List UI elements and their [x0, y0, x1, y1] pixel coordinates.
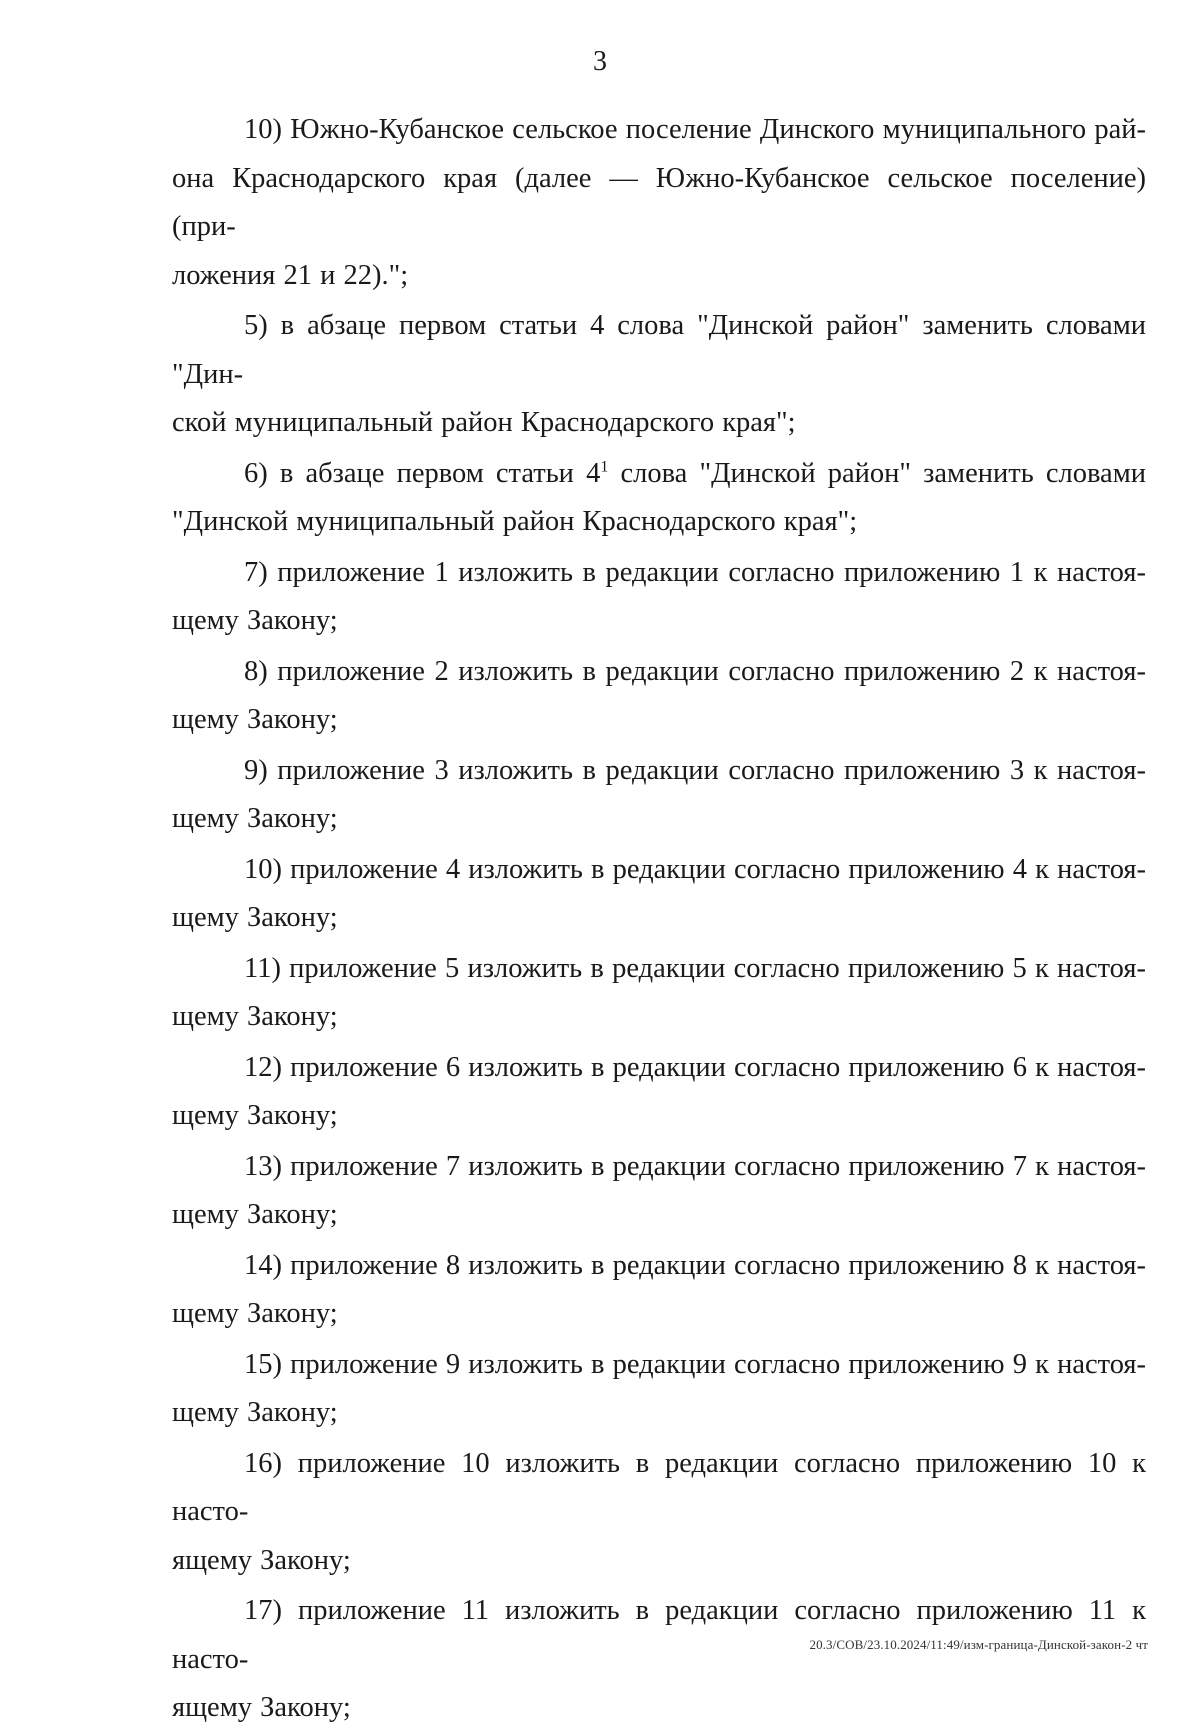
paragraph-10-south-kuban — [172, 106, 1146, 300]
text-line: щему Закону; — [172, 1199, 338, 1230]
text-line: щему Закону; — [172, 605, 338, 636]
paragraph-item-9 — [172, 747, 1146, 844]
paragraph-item-8 — [172, 648, 1146, 745]
paragraph-item-7 — [172, 549, 1146, 646]
text-line: она Краснодарского края (далее — Южно-Кубанское сельское поселение) (при- — [172, 162, 1146, 242]
document-body — [172, 106, 1146, 1735]
text-segment: слова "Динской район" заменить словами — [608, 457, 1146, 489]
text-line: 13) приложение 7 изложить в редакции согласно приложению 7 к настоя- — [244, 1150, 1147, 1182]
text-line: 14) приложение 8 изложить в редакции согласно приложению 8 к настоя- — [244, 1249, 1147, 1281]
superscript: 1 — [600, 458, 609, 475]
paragraph-item-6 — [172, 450, 1146, 547]
document-footer-code: 20.3/СОВ/23.10.2024/11:49/изм-граница-Динской-закон-2 чт — [809, 1637, 1148, 1652]
paragraph-item-16 — [172, 1440, 1146, 1586]
text-line: ящему Закону; — [172, 1544, 351, 1576]
text-line: 11) приложение 5 изложить в редакции согласно приложению 5 к настоя- — [244, 952, 1146, 984]
text-line: 7) приложение 1 изложить в редакции согласно приложению 1 к настоя- — [244, 556, 1146, 588]
text-line: щему Закону; — [172, 1100, 338, 1131]
text-line: "Динской муниципальный район Краснодарского края"; — [172, 506, 858, 537]
text-line: 16) приложение 10 изложить в редакции согласно приложению 10 к насто- — [172, 1447, 1146, 1527]
paragraph-item-12 — [172, 1044, 1146, 1141]
text-line — [172, 450, 1146, 499]
text-line: 10) Южно-Кубанское сельское поселение Динского муниципального рай- — [244, 114, 1146, 145]
text-line: щему Закону; — [172, 902, 338, 933]
paragraph-item-17 — [172, 1587, 1146, 1733]
page-number: 3 — [593, 46, 607, 77]
text-line: 15) приложение 9 изложить в редакции согласно приложению 9 к настоя- — [244, 1348, 1147, 1380]
text-line: щему Закону; — [172, 704, 338, 735]
paragraph-item-5 — [172, 302, 1146, 448]
text-line: 12) приложение 6 изложить в редакции согласно приложению 6 к настоя- — [244, 1051, 1147, 1083]
text-line: щему Закону; — [172, 803, 338, 834]
paragraph-item-10 — [172, 846, 1146, 943]
paragraph-item-11 — [172, 945, 1146, 1042]
text-line: ложения 21 и 22)."; — [172, 259, 409, 291]
text-line: щему Закону; — [172, 1298, 338, 1329]
paragraph-item-14 — [172, 1242, 1146, 1339]
text-line: щему Закону; — [172, 1001, 338, 1032]
text-line: 9) приложение 3 изложить в редакции согласно приложению 3 к настоя- — [244, 754, 1146, 786]
text-line: 5) в абзаце первом статьи 4 слова "Динской район" заменить словами "Дин- — [172, 310, 1146, 390]
text-line: ящему Закону; — [172, 1692, 351, 1723]
paragraph-item-13 — [172, 1143, 1146, 1240]
text-line: 10) приложение 4 изложить в редакции согласно приложению 4 к настоя- — [244, 853, 1147, 885]
text-line: щему Закону; — [172, 1397, 338, 1428]
paragraph-item-15 — [172, 1341, 1146, 1438]
text-line: 17) приложение 11 изложить в редакции согласно приложению 11 к насто- — [172, 1595, 1146, 1675]
text-segment: 6) в абзаце первом статьи 4 — [244, 457, 601, 489]
text-line: 8) приложение 2 изложить в редакции согласно приложению 2 к настоя- — [244, 655, 1146, 687]
text-line: ской муниципальный район Краснодарского края"; — [172, 407, 796, 438]
